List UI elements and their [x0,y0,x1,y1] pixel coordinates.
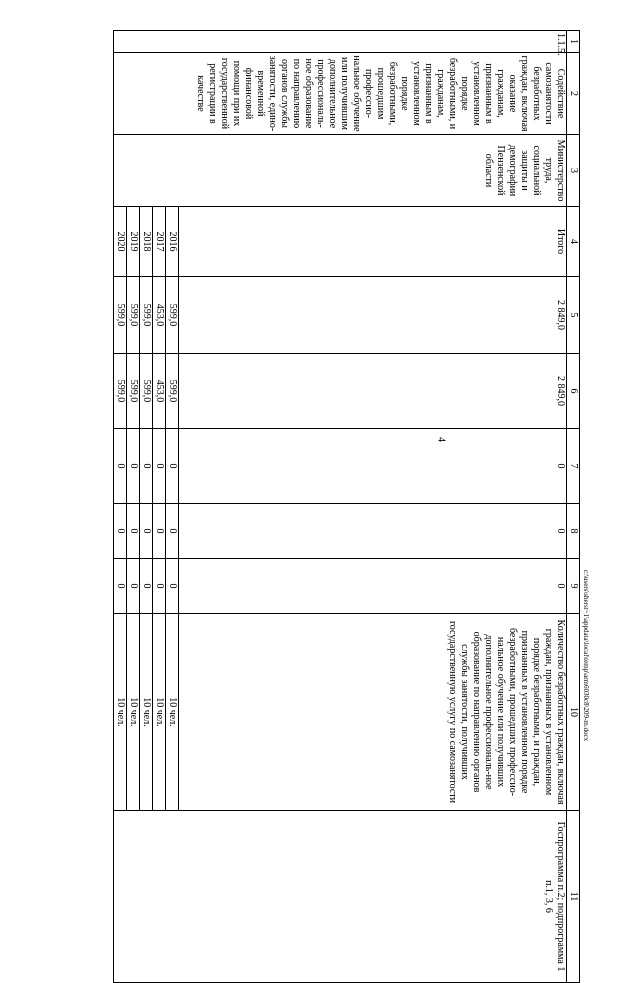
year-col10: 10 чел. [140,614,153,811]
year: 2017 [153,207,166,277]
executor: Министерство труда, социальной защиты и демографии Пензенской области [114,135,567,207]
program-reference: Госпрограмма п.2; подпрограмма 1 п.1, 3, 6 [114,811,567,983]
col-num-9: 9 [567,559,580,614]
year-col8: 0 [153,504,166,559]
col-num-6: 6 [567,354,580,429]
col-num-7: 7 [567,429,580,504]
year-col10: 10 чел. [166,614,179,811]
year-col7: 0 [114,429,127,504]
rotated-table-container [80,30,580,972]
indicator-description: Количество безработных граждан, включая граждан, признанных в установленном порядке безработными, и граждан, признанных в установленном порядке безработными, прошедших профессио-нальное обучение или получивших дополнительное профессиональ-ное образование по направлению органов службы занятости, получивших государственную услугу по самозанятости [179,614,567,811]
year-col5: 599,0 [140,277,153,354]
year-col6: 599,0 [166,354,179,429]
year-col7: 0 [140,429,153,504]
year-col9: 0 [127,559,140,614]
year: 2019 [127,207,140,277]
year-col9: 0 [166,559,179,614]
total-row [179,31,567,983]
row-code: 1.1.5. [114,31,567,53]
total-col9: 0 [179,559,567,614]
total-col8: 0 [179,504,567,559]
year-col5: 599,0 [114,277,127,354]
col-num-2: 2 [567,53,580,135]
year-col9: 0 [140,559,153,614]
year-col8: 0 [114,504,127,559]
program-table [113,30,580,983]
year-col8: 0 [166,504,179,559]
year-col6: 599,0 [114,354,127,429]
year-col10: 10 чел. [127,614,140,811]
year: 2020 [114,207,127,277]
year-col9: 0 [114,559,127,614]
year-col7: 0 [166,429,179,504]
column-number-row [567,31,580,983]
total-col7: 0 [179,429,567,504]
col-num-4: 4 [567,207,580,277]
col-num-10: 10 [567,614,580,811]
year: 2018 [140,207,153,277]
year-col8: 0 [127,504,140,559]
col-num-3: 3 [567,135,580,207]
year-col5: 599,0 [127,277,140,354]
year-col7: 0 [127,429,140,504]
year-col6: 453,0 [153,354,166,429]
year-col9: 0 [153,559,166,614]
year-col6: 599,0 [140,354,153,429]
total-col5: 2 849,0 [179,277,567,354]
year-col6: 599,0 [127,354,140,429]
col-num-1: 1 [567,31,580,53]
year-col7: 0 [153,429,166,504]
year-col10: 10 чел. [114,614,127,811]
total-label: Итого [179,207,567,277]
total-col6: 2 849,0 [179,354,567,429]
year-col10: 10 чел. [153,614,166,811]
year: 2016 [166,207,179,277]
col-num-11: 11 [567,811,580,983]
year-col8: 0 [140,504,153,559]
measure-description: Содействие самозанятости безработных граждан, включая оказание гражданам, признанным в установленном порядке безработными, и гражданам, признанным в установленном порядке безработными, прошедшим профессио-нальное обучение или получившим дополнительное профессиональ-ное образование по направлению органов службы занятости, едино-временной финансовой помощи при их государственной регистрации в качестве [114,53,567,135]
page-number: 4 [435,437,447,442]
footer-file-path: c:\users\sherst~1\appdata\local\temp\arm6030c8\209-m.docx [582,570,590,742]
year-col5: 599,0 [166,277,179,354]
col-num-8: 8 [567,504,580,559]
col-num-5: 5 [567,277,580,354]
year-col5: 453,0 [153,277,166,354]
